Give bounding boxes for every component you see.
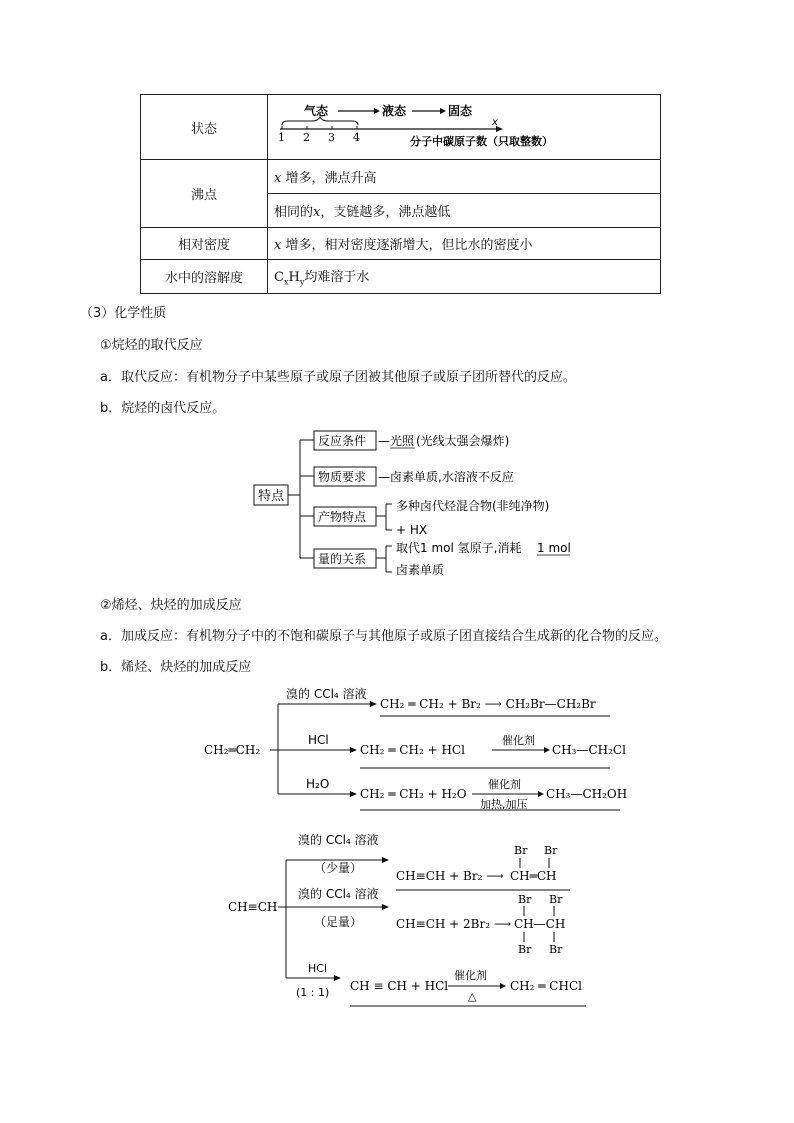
ace-br-a2: Br [544, 844, 558, 857]
row-label-density: 相对密度 [141, 228, 268, 260]
quantity-line1: 取代1 mol 氢原子,消耗 [396, 541, 522, 555]
ace-label-br2-b: 溴的 CCl₄ 溶液 [298, 887, 379, 901]
ace-sub-a: （少量） [314, 861, 363, 875]
eth-label-h2o: H₂O [306, 777, 330, 791]
eth-catalyst-1: 催化剂 [502, 734, 535, 747]
liquid-label: 液态 [382, 104, 407, 118]
solubility-cell [268, 260, 661, 294]
boiling-text-2b: ，支链越多，沸点越低 [320, 205, 451, 220]
eth-eq-hcl-left: CH₂ ═ CH₂ + HCl [360, 743, 465, 757]
eth-catalyst-2: 催化剂 [488, 778, 521, 791]
ethylene-diagram [200, 684, 630, 814]
table-row [141, 160, 661, 194]
addition-title: b．烯烃、炔烃的加成反应 [100, 660, 252, 675]
halogenation-title: b．烷烃的卤代反应。 [100, 401, 226, 416]
solid-label: 固态 [448, 104, 473, 118]
var-x: x [274, 238, 282, 253]
formula-x: x [283, 277, 289, 287]
acetylene-start: CH≡CH [228, 900, 278, 914]
formula-c: C [274, 270, 284, 286]
tick-2: 2 [303, 131, 310, 144]
ace-condition: △ [468, 990, 477, 1003]
row-label-boiling: 沸点 [141, 160, 268, 228]
condition-light: 光照 [390, 434, 415, 448]
ace-br-b1: Br [518, 893, 532, 906]
box-product-label: 产物特点 [318, 510, 367, 524]
subheading-substitution: ①烷烃的取代反应 [100, 338, 203, 353]
properties-table [140, 94, 661, 294]
eth-eq-br2: CH₂ ═ CH₂ + Br₂ ⟶ CH₂Br—CH₂Br [380, 697, 596, 711]
boiling-cell-2 [268, 194, 661, 228]
tick-3: 3 [328, 131, 335, 144]
ace-catalyst: 催化剂 [454, 969, 487, 982]
ace-eq-hcl-left: CH ≡ CH + HCl [350, 979, 449, 993]
ace-product-hcl: CH₂ ═ CHCl [510, 979, 582, 993]
row-label-solubility: 水中的溶解度 [141, 260, 268, 294]
formula [274, 270, 304, 285]
product-line1: 多种卤代烃混合物(非纯净物) [396, 499, 550, 513]
tick-4: 4 [353, 131, 360, 144]
feature-diagram [250, 428, 610, 580]
reactant-text: —卤素单质,水溶液不反应 [378, 470, 514, 484]
axis-caption: 分子中碳原子数（只取整数） [410, 135, 553, 148]
ace-br-b3: Br [518, 943, 532, 956]
eth-label-br2: 溴的 CCl₄ 溶液 [286, 687, 367, 701]
acetylene-diagram [226, 826, 596, 1012]
quantity-mol: 1 mol [537, 541, 571, 555]
eth-product-hcl: CH₃—CH₂Cl [552, 743, 626, 757]
var-x: x [313, 205, 321, 220]
axis-var: x [492, 117, 498, 128]
ethylene-start: CH₂═CH₂ [204, 743, 261, 757]
boiling-text-2a: 相同的 [274, 205, 314, 220]
ace-eq-a-left: CH≡CH + Br₂ ⟶ [396, 869, 504, 883]
root-label: 特点 [258, 489, 285, 504]
box-condition-label: 反应条件 [318, 434, 367, 448]
ace-sub-b: （足量） [314, 915, 363, 929]
ace-label-br2-a: 溴的 CCl₄ 溶液 [298, 833, 379, 847]
ace-product-b: CH—CH [514, 917, 566, 931]
eth-eq-h2o-left: CH₂ ═ CH₂ + H₂O [360, 787, 467, 801]
gas-label: 气态 [304, 104, 329, 118]
section-heading: （3）化学性质 [80, 306, 167, 321]
table-row [141, 260, 661, 294]
eth-product-h2o: CH₃—CH₂OH [546, 787, 628, 801]
subheading-addition: ②烯烃、炔烃的加成反应 [100, 598, 242, 613]
box-quantity-label: 量的关系 [318, 552, 367, 566]
substitution-definition: a．取代反应：有机物分子中某些原子或原子团被其他原子或原子团所替代的反应。 [100, 370, 576, 385]
condition-dash: — [378, 434, 390, 448]
ace-sub-hcl: (1 : 1) [296, 986, 330, 999]
eth-condition: 加热,加压 [480, 798, 528, 811]
addition-definition: a．加成反应：有机物分子中的不饱和碳原子与其他原子或原子团直接结合生成新的化合物的反应。 [100, 629, 667, 644]
ace-br-a1: Br [514, 844, 528, 857]
state-diagram [274, 95, 654, 155]
quantity-line2: 卤素单质 [396, 563, 445, 577]
tick-1: 1 [278, 131, 285, 144]
table-row [141, 228, 661, 260]
eth-label-hcl: HCl [308, 733, 329, 747]
formula-y: y [299, 277, 305, 287]
boiling-cell-1 [268, 160, 661, 194]
density-text: 增多，相对密度逐渐增大，但比水的密度小 [285, 238, 533, 253]
product-line2: + HX [396, 523, 428, 537]
ace-eq-b-left: CH≡CH + 2Br₂ ⟶ [396, 917, 512, 931]
formula-h: H [288, 270, 300, 286]
solubility-text: 均难溶于水 [304, 270, 370, 286]
boiling-text-1: 增多，沸点升高 [285, 171, 377, 186]
density-cell [268, 228, 661, 260]
ace-br-b2: Br [549, 893, 563, 906]
ace-br-b4: Br [549, 943, 563, 956]
row-label-state: 状态 [141, 95, 268, 160]
box-reactant-label: 物质要求 [318, 470, 367, 484]
var-x: x [274, 171, 282, 186]
table-row [141, 95, 661, 160]
condition-note: (光线太强会爆炸) [416, 434, 510, 448]
state-diagram-cell [268, 95, 661, 160]
ace-product-a: CH═CH [510, 869, 557, 883]
ace-label-hcl: HCl [308, 962, 328, 975]
